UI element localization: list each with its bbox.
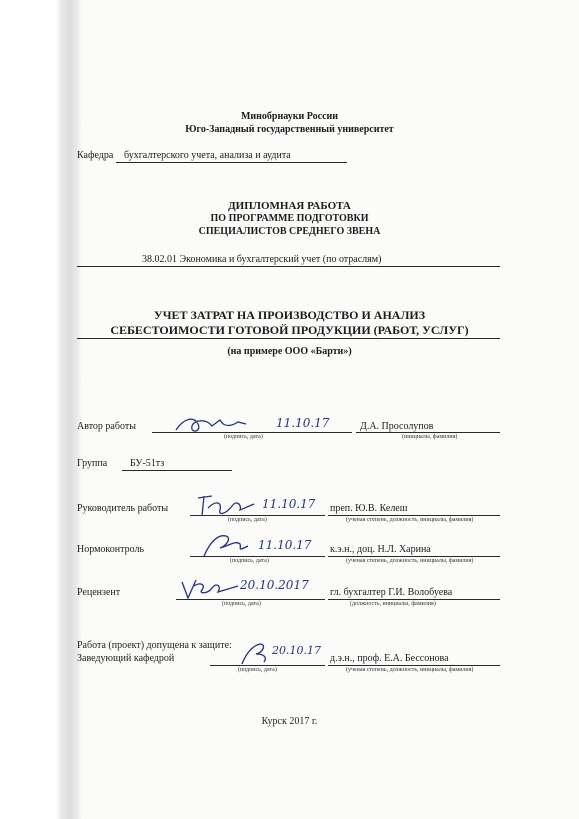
supervisor-caption-right: (ученая степень, должность, инициалы, фамилия) <box>346 517 474 523</box>
group-underline <box>122 470 232 471</box>
supervisor-value: преп. Ю.В. Келеш <box>330 503 408 514</box>
specialty-underline <box>77 266 500 267</box>
normcontrol-caption-right: (ученая степень, должность, инициалы, фамилия) <box>346 558 474 564</box>
author-label: Автор работы <box>77 421 136 432</box>
group-value: БУ-51тз <box>130 458 165 469</box>
university-name: Юго-Западный государственный университет <box>185 124 394 135</box>
supervisor-value-line <box>328 515 500 516</box>
city-year: Курск 2017 г. <box>261 716 318 727</box>
reviewer-caption-right: (должность, инициалы, фамилия) <box>350 601 436 607</box>
admission-text: Работа (проект) допущена к защите: <box>77 640 232 651</box>
admission-value: д.э.н., проф. Е.А. Бессонова <box>330 653 449 664</box>
normcontrol-value-line <box>328 556 500 557</box>
author-caption-left: (подпись, дата) <box>224 434 263 440</box>
author-name-line <box>356 432 500 433</box>
reviewer-value: гл. бухгалтер Г.И. Волобуева <box>330 587 453 598</box>
work-type-line1: ДИПЛОМНАЯ РАБОТА <box>228 200 351 212</box>
department-underline <box>116 162 347 163</box>
group-label: Группа <box>77 458 108 469</box>
admission-date: 20.10.17 <box>272 644 321 657</box>
reviewer-caption-left: (подпись, дата) <box>222 601 261 607</box>
thesis-title-line1: УЧЕТ ЗАТРАТ НА ПРОИЗВОДСТВО И АНАЛИЗ <box>153 308 426 322</box>
supervisor-label: Руководитель работы <box>77 503 169 514</box>
thesis-title-line2: СЕБЕСТОИМОСТИ ГОТОВОЙ ПРОДУКЦИИ (РАБОТ, УСЛУГ) <box>110 323 469 337</box>
supervisor-signature <box>192 490 260 520</box>
admission-caption-right: (ученая степень, должность, инициалы, фамилия) <box>346 667 474 673</box>
reviewer-value-line <box>328 599 500 600</box>
author-name: Д.А. Просолупов <box>360 421 434 432</box>
reviewer-date: 20.10.2017 <box>240 578 309 592</box>
work-type-line3: СПЕЦИАЛИСТОВ СРЕДНЕГО ЗВЕНА <box>198 226 381 237</box>
ministry-name: Минобрнауки России <box>240 111 339 122</box>
thesis-example: (на примере ООО «Барти») <box>227 346 352 357</box>
normcontrol-signature <box>196 530 256 560</box>
head-of-department-label: Заведующий кафедрой <box>77 653 175 664</box>
admission-value-line <box>328 665 500 666</box>
supervisor-date: 11.10.17 <box>262 497 316 511</box>
title-underline <box>77 338 500 339</box>
normcontrol-label: Нормоконтроль <box>77 544 145 555</box>
department-label: Кафедра <box>77 150 114 161</box>
reviewer-label: Рецензент <box>77 587 121 598</box>
supervisor-caption-left: (подпись, дата) <box>228 517 267 523</box>
head-signature <box>238 640 272 668</box>
normcontrol-caption-left: (подпись, дата) <box>230 558 269 564</box>
normcontrol-date: 11.10.17 <box>258 538 312 552</box>
admission-caption-left: (подпись, дата) <box>238 667 277 673</box>
reviewer-signature <box>178 574 242 602</box>
author-caption-right: (инициалы, фамилия) <box>402 434 458 440</box>
department-value: бухгалтерского учета, анализа и аудита <box>124 150 291 161</box>
author-date: 11.10.17 <box>276 416 330 430</box>
work-type-line2: ПО ПРОГРАММЕ ПОДГОТОВКИ <box>210 213 369 224</box>
specialty: 38.02.01 Экономика и бухгалтерский учет (по отраслям) <box>142 254 382 265</box>
normcontrol-value: к.э.н., доц. Н.Л. Харина <box>330 544 431 555</box>
